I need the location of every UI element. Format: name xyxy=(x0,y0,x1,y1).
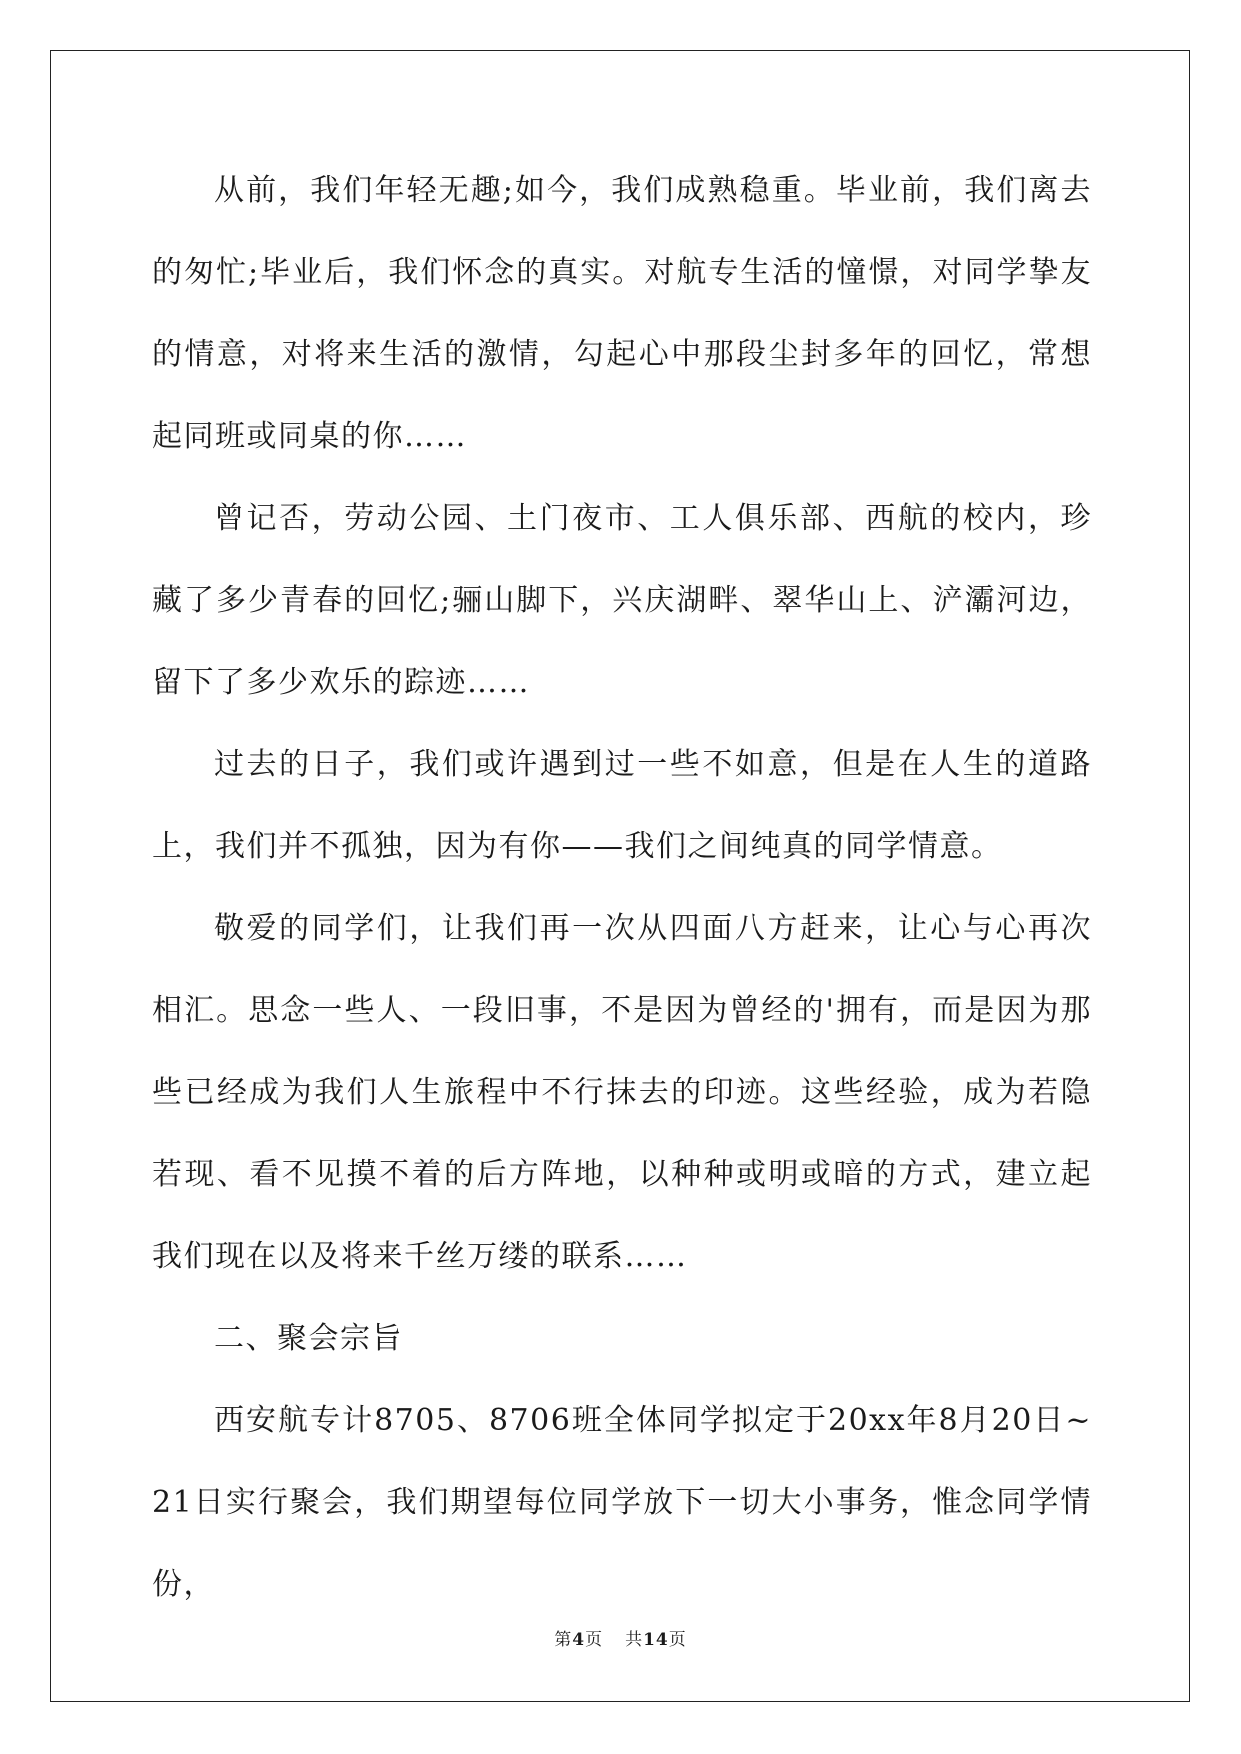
page-footer xyxy=(0,1625,1241,1650)
section-heading: 二、聚会宗旨 xyxy=(214,1321,403,1356)
page-suffix: 页 xyxy=(585,1630,604,1650)
total-prefix: 共 xyxy=(625,1630,644,1650)
total-suffix: 页 xyxy=(668,1630,687,1650)
paragraph-1: 从前，我们年轻无趣;如今，我们成熟稳重。毕业前，我们离去的匆忙;毕业后，我们怀念的真实。对航专生活的憧憬，对同学挚友的情意，对将来生活的激情，勾起心中那段尘封多年的回忆，常想起同班或同桌的你…… xyxy=(152,173,1092,454)
paragraph-4: 敬爱的同学们，让我们再一次从四面八方赶来，让心与心再次相汇。思念一些人、一段旧事，不是因为曾经的'拥有，而是因为那些已经成为我们人生旅程中不行抹去的印迹。这些经验，成为若隐若现、看不见摸不着的后方阵地，以种种或明或暗的方式，建立起我们现在以及将来千丝万缕的联系…… xyxy=(152,911,1092,1274)
page-prefix: 第 xyxy=(554,1630,573,1650)
document-body xyxy=(152,150,1092,1626)
page-current: 4 xyxy=(572,1630,586,1650)
paragraph-2: 曾记否，劳动公园、土门夜市、工人俱乐部、西航的校内，珍藏了多少青春的回忆;骊山脚下，兴庆湖畔、翠华山上、浐灞河边，留下了多少欢乐的踪迹…… xyxy=(152,501,1092,700)
paragraph-5: 西安航专计8705、8706班全体同学拟定于20xx年8月20日~21日实行聚会，我们期望每位同学放下一切大小事务，惟念同学情份， xyxy=(152,1403,1092,1602)
paragraph-3: 过去的日子，我们或许遇到过一些不如意，但是在人生的道路上，我们并不孤独，因为有你——我们之间纯真的同学情意。 xyxy=(152,747,1092,864)
page-total: 14 xyxy=(643,1630,669,1650)
